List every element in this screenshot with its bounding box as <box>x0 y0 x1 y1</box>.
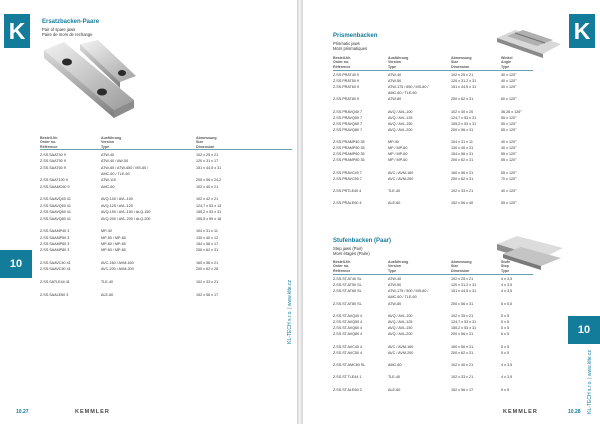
table-cell: Z.SS.PRAVC40 7 <box>333 170 362 175</box>
table-cell: 5 x 5 <box>501 313 509 318</box>
table-cell: 102 x 42 x 21 <box>196 197 219 202</box>
col-order-no: Bestell-Nr. Order no. Référence <box>40 136 58 149</box>
table-cell: ATW-50 <box>388 283 402 288</box>
table-cell: 102 x 25 x 21 <box>196 153 219 157</box>
table-cell: Z.SS.SAAVQ50 41 <box>40 203 71 208</box>
table-cell: ATW-50 <box>388 79 402 84</box>
table-cell: Z.SS.SAAMP80 3 <box>40 248 70 253</box>
table-cell: 5 x 5 <box>501 387 509 392</box>
prismatic-sub-fr: Mors prismatiques <box>333 46 368 51</box>
prismatic-title: Prismenbacken <box>333 33 378 39</box>
page-number: 10.28 <box>568 409 581 415</box>
col-angle: Winkel Angle Type <box>501 56 513 69</box>
table-cell: 120 x 31,2 x 31 <box>451 79 477 84</box>
table-cell: TLE-40 <box>388 188 401 193</box>
side-credit: KL-TECH s.r.o. | www.klte.cz <box>287 280 293 344</box>
table-cell: 155,2 x 53 x 31 <box>196 210 222 215</box>
table-cell: AVC / AVM-160 <box>388 170 414 175</box>
table-cell: 104 x 31 x 11 <box>451 140 473 145</box>
table-cell: 55 x 120° <box>501 121 517 126</box>
jaw-pair-photo <box>42 40 138 120</box>
table-cell: 5 x 5 <box>501 320 509 325</box>
table-cell: Z.SS.ST.AVQ60 4 <box>333 326 363 331</box>
table-cell: 102 x 25 x 21 <box>451 277 474 281</box>
step-jaw-table <box>333 276 533 396</box>
table-cell: Z.SS.SAAT40 9 <box>40 153 66 157</box>
chapter-tab: 10 <box>568 316 600 344</box>
table-header-rule <box>333 70 533 71</box>
table-cell: Z.SS.ST.AT80 SL <box>333 301 362 306</box>
table-cell: 154 x 56 x 31 <box>451 152 474 157</box>
table-cell: AMC-60 / TLE-60 <box>101 172 130 177</box>
table-cell: Z.SS.SAAT60 9 <box>40 165 66 170</box>
table-cell: 102 x 40 x 21 <box>451 363 474 368</box>
table-cell: Z.SS.PRAT80 9 <box>333 97 359 102</box>
table-cell: 40 x 120° <box>501 146 517 151</box>
table-cell: ATW-40 <box>388 277 402 281</box>
table-cell: 104 x 31 x 11 <box>196 229 218 234</box>
table-cell: MP-40 <box>101 229 112 234</box>
table-cell: ATW-110 <box>101 178 116 183</box>
table-cell: AVQ-150 / AVL-150 / ALQ-150 <box>101 210 151 215</box>
table-cell: Z.SS.ST.AVC40 4 <box>333 344 363 349</box>
table-cell: AVQ / AVL-100 <box>388 109 413 114</box>
table-cell: Z.SS.SAALE60 3 <box>40 292 69 297</box>
table-cell: Z.SS.SAAT50 9 <box>40 159 66 164</box>
subtitle-fr: Paire de mors de rechange <box>42 32 93 37</box>
table-cell: 4 x 3,5 <box>501 363 513 368</box>
table-cell: 55 x 120° <box>501 127 517 132</box>
table-cell: 6 x 5 <box>501 332 509 337</box>
table-cell: Z.SS.PRAVQ60 7 <box>333 121 363 126</box>
table-cell: 5 x 5 <box>501 344 509 349</box>
table-cell: Z.SS.PRAMP40 35 <box>333 140 365 145</box>
page-number: 10.27 <box>16 409 29 415</box>
col-order-no: Bestell-Nr. Order no. Référence <box>333 260 351 273</box>
table-cell: Z.SS.PRAT60 9 <box>333 85 359 90</box>
table-cell: MP-60 / MP-60 <box>101 241 126 246</box>
table-cell: 120 x 31 x 17 <box>196 159 219 164</box>
table-cell: 6 x 5,5 <box>501 301 513 306</box>
table-cell: 102 x 35 x 21 <box>451 313 474 318</box>
table-cell: 130 x 40 x 12 <box>196 235 219 240</box>
table-cell: Z.SS.SAAT100 9 <box>40 178 68 183</box>
table-cell: TLE-40 <box>388 375 401 380</box>
col-version: Ausführung Version Type <box>388 56 409 69</box>
table-cell: 102 x 33 x 21 <box>196 280 219 284</box>
table-cell: ATW-40 / AW-50 <box>101 159 129 164</box>
col-size: Abmessung Size Dimension <box>451 260 472 273</box>
table-cell: AMC-60 <box>101 184 115 189</box>
table-cell: ALE-60 <box>101 292 114 297</box>
table-cell: 120 x 31,2 x 31 <box>451 283 477 288</box>
table-cell: 102 x 40 x 20 <box>451 109 474 114</box>
prismatic-sub-en: Prismatic jaws <box>333 41 360 46</box>
table-cell: 160 x 56 x 21 <box>196 260 219 265</box>
table-cell: 200 x 62 x 31 <box>451 350 474 355</box>
table-cell: 60 x 120° <box>501 97 517 102</box>
table-cell: 200 x 56 x 31 <box>451 127 474 132</box>
table-cell: 200 x 62 x 31 <box>451 97 474 102</box>
table-cell: AVQ-200 / AVL-200 / ALQ-200 <box>101 216 151 221</box>
table-cell: 200 x 62 x 31 <box>451 158 474 163</box>
table-cell: Z.SS.SAAVC40 41 <box>40 260 71 265</box>
table-cell: Z.SS.PRAVC50 7 <box>333 176 362 181</box>
table-cell: Z.SS.SATLE44 41 <box>40 280 70 284</box>
col-version: Ausführung Version Type <box>101 136 122 149</box>
table-cell: AVC-200 / AVM-200 <box>101 267 134 272</box>
table-cell: 155,2 x 53 x 31 <box>451 121 477 126</box>
table-cell: 40 x 120° <box>501 85 517 90</box>
table-cell: Z.SS.PRAVQ80 7 <box>333 127 363 132</box>
prismatic-jaw-table <box>333 72 533 208</box>
brand-logo: KEMMLER <box>75 409 110 415</box>
chapter-tab: 10 <box>0 250 32 278</box>
table-cell: ALE-60 <box>388 201 401 206</box>
table-cell: 160 x 56 x 31 <box>451 170 474 175</box>
table-cell: 5 x 5 <box>501 326 509 331</box>
left-page <box>0 0 297 424</box>
step-jaw-sub-fr: Mors étagés (Paire) <box>333 251 370 256</box>
table-cell: 200 x 56 x 24,2 <box>196 178 222 183</box>
table-cell: ATW-175 / 500 / MS-60 / <box>388 289 429 294</box>
table-cell: ATW-65 / ATW-650 / MS-60 / <box>101 165 149 170</box>
table-cell: 124,7 x 53 x 31 <box>451 115 477 120</box>
table-cell: ATW-175 / 650 / MS-60 / <box>388 85 429 90</box>
table-cell: Z.SS.SAAVQ40 41 <box>40 197 71 202</box>
table-cell: 4 x 3,5 <box>501 277 513 281</box>
table-cell: AVQ / AVL-125 <box>388 320 413 325</box>
table-cell: 4 x 3,5 <box>501 289 513 294</box>
brand-logo: KEMMLER <box>503 409 538 415</box>
subtitle-en: Pair of spare jaws <box>42 27 76 32</box>
table-cell: ATW-80 <box>388 301 402 306</box>
table-cell: Z.SS.ST.AVQ80 4 <box>333 332 363 337</box>
table-cell: 5 x 5 <box>501 350 509 355</box>
table-cell: 4 x 3,5 <box>501 375 513 380</box>
table-cell: Z.SS.PRAMP60 35 <box>333 152 365 157</box>
side-credit: KL-TECH s.r.o. | www.klte.cz <box>587 350 593 414</box>
table-cell: 151 x 44,5 x 31 <box>451 289 477 294</box>
table-cell: MP / MP-60 <box>388 158 408 163</box>
table-cell: 40 x 120° <box>501 73 517 77</box>
table-cell: Z.SS.ST.AT60 SL <box>333 289 362 294</box>
table-cell: TLE-40 <box>101 280 114 284</box>
table-cell: AMC-60 <box>388 363 402 368</box>
table-cell: 200 x 62 x 28 <box>196 267 219 272</box>
table-cell: 40 x 120° <box>501 140 517 145</box>
table-cell: 151 x 44,5 x 31 <box>451 85 477 90</box>
table-cell: AVC-160 / AVM-160 <box>101 260 134 265</box>
table-cell: 55 x 120° <box>501 158 517 163</box>
table-header-rule <box>40 149 292 150</box>
table-cell: 70 x 120° <box>501 176 517 181</box>
table-header-rule <box>333 274 533 275</box>
table-cell: AVC / AVM-200 <box>388 350 414 355</box>
table-cell: Z.SS.ST.AMC60 SL <box>333 363 366 368</box>
table-cell: 55 x 120° <box>501 152 517 157</box>
table-cell: 160 x 56 x 31 <box>451 344 474 349</box>
table-cell: AVQ / AVL-200 <box>388 127 413 132</box>
table-cell: 154 x 56 x 17 <box>196 241 219 246</box>
table-cell: Z.SS.ST.AT40 SL <box>333 277 362 281</box>
table-cell: 36,26 x 126° <box>501 109 522 114</box>
table-cell: 200 x 56 x 31 <box>451 301 474 306</box>
section-letter-tab: K <box>4 14 30 48</box>
table-cell: AVQ-100 / AVL-100 <box>101 197 133 202</box>
table-cell: 195,5 x 59 x 18 <box>196 216 222 221</box>
table-cell: ALE-60 <box>388 387 401 392</box>
table-cell: 102 x 40 x 21 <box>196 184 219 189</box>
table-cell: 152 x 56 x 17 <box>451 387 474 392</box>
table-cell: Z.SS.ST.AVQ50 4 <box>333 320 363 325</box>
table-cell: 40 x 120° <box>501 188 517 193</box>
step-jaw-title: Stufenbacken (Paar) <box>333 238 392 244</box>
right-page <box>303 0 600 424</box>
table-cell: 40 x 120° <box>501 79 517 84</box>
table-cell: AVC / AVM-160 <box>388 344 414 349</box>
table-cell: Z.SS.PRAMP50 35 <box>333 146 365 151</box>
table-cell: 200 x 62 x 31 <box>451 176 474 181</box>
table-cell: 124,7 x 53 x 13 <box>196 203 222 208</box>
table-cell: 151 x 44,5 x 31 <box>196 165 222 170</box>
table-cell: Z.SS.SAAMC60 9 <box>40 184 70 189</box>
col-size: Abmessung Size Dimension <box>196 136 217 149</box>
prismatic-jaw-photo <box>493 24 563 58</box>
page-title: Ersatzbacken-Paare <box>42 19 100 25</box>
table-cell: 155,2 x 53 x 31 <box>451 326 477 331</box>
table-cell: ATW-40 <box>388 73 402 77</box>
table-cell: Z.SS.ST.AVC50 4 <box>333 350 363 355</box>
table-cell: 102 x 33 x 21 <box>451 188 474 193</box>
table-cell: 55 x 120° <box>501 115 517 120</box>
table-cell: Z.SS.SAAMP60 3 <box>40 241 70 246</box>
table-cell: MP-60 / MP-60 <box>101 248 126 253</box>
table-cell: 152 x 56 x 40 <box>451 201 474 206</box>
table-cell: Z.SS.ST.ALE60 3 <box>333 387 362 392</box>
table-cell: AVQ / AVL-100 <box>388 313 413 318</box>
table-cell: MP-50 / MP-60 <box>101 235 126 240</box>
table-cell: AVQ / AVL-150 <box>388 326 413 331</box>
table-cell: Z.SS.PRAVQ40 7 <box>333 109 363 114</box>
table-cell: Z.SS.ST.TLE44 1 <box>333 375 362 380</box>
table-cell: MP-40 <box>388 140 399 145</box>
table-cell: MP / MP-60 <box>388 152 408 157</box>
table-cell: Z.SS.PRALE60 4 <box>333 201 362 206</box>
table-cell: ATW-40 <box>101 153 115 157</box>
table-cell: 124,7 x 53 x 31 <box>451 320 477 325</box>
table-cell: Z.SS.PRAMP80 35 <box>333 158 365 163</box>
table-cell: 102 x 33 x 21 <box>451 375 474 380</box>
table-cell: Z.SS.ST.AVQ40 4 <box>333 313 363 318</box>
table-cell: Z.SS.SAAVQ80 41 <box>40 216 71 221</box>
table-cell: 200 x 56 x 31 <box>451 332 474 337</box>
table-cell: Z.SS.SAAMP50 3 <box>40 235 70 240</box>
col-order-no: Bestell-Nr. Order no. Référence <box>333 56 351 69</box>
table-cell: Z.SS.SAAMP40 3 <box>40 229 70 234</box>
table-cell: Z.SS.ST.AT50 SL <box>333 283 362 288</box>
spare-jaw-table <box>40 152 292 302</box>
table-cell: 200 x 62 x 31 <box>196 248 219 253</box>
col-size: Abmessung Size Dimension <box>451 56 472 69</box>
col-step: Stufe Step Type <box>501 260 510 273</box>
table-cell: 55 x 120° <box>501 201 517 206</box>
table-cell: AVC / AVM-200 <box>388 176 414 181</box>
table-cell: 102 x 25 x 21 <box>451 73 474 77</box>
table-cell: AMC-60 / TLE-60 <box>388 91 417 96</box>
table-cell: AMC-60 / TLE-60 <box>388 295 417 300</box>
table-cell: Z.SS.PRTLE40 4 <box>333 188 362 193</box>
table-cell: AVQ / AVL-125 <box>388 115 413 120</box>
table-cell: AVQ / AVL-200 <box>388 332 413 337</box>
table-cell: 4 x 3,5 <box>501 283 513 288</box>
table-cell: Z.SS.PRAVQ50 7 <box>333 115 363 120</box>
step-jaw-sub-en: Step jaws (Pair) <box>333 246 363 251</box>
table-cell: Z.SS.SAAVQ60 41 <box>40 210 71 215</box>
table-cell: 55 x 120° <box>501 170 517 175</box>
table-cell: Z.SS.PRAT50 9 <box>333 79 359 84</box>
col-version: Ausführung Version Type <box>388 260 409 273</box>
table-cell: ATW-80 <box>388 97 402 102</box>
table-cell: AVQ-125 / AVL-125 <box>101 203 133 208</box>
table-cell: 130 x 40 x 31 <box>451 146 474 151</box>
section-letter-tab: K <box>569 14 595 48</box>
table-cell: 152 x 56 x 17 <box>196 292 219 297</box>
table-cell: AVQ / AVL-150 <box>388 121 413 126</box>
table-cell: Z.SS.SAAVC50 41 <box>40 267 71 272</box>
table-cell: MP / MP-60 <box>388 146 408 151</box>
table-cell: Z.SS.PRAT40 9 <box>333 73 359 77</box>
